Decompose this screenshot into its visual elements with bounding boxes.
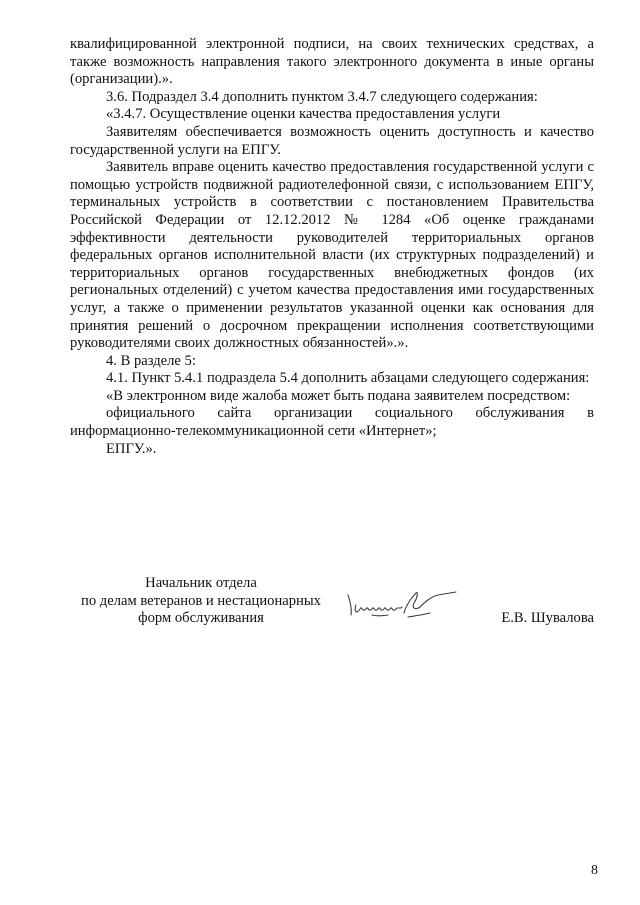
signatory-name: Е.В. Шувалова	[501, 610, 594, 626]
page-number: 8	[591, 863, 598, 878]
signatory-title-line-3: форм обслуживания	[138, 610, 264, 627]
paragraph-official-site: официального сайта организации социального обслуживания в информационно-телекоммуникационной сети «Интернет»;	[70, 405, 594, 440]
paragraph-section-5: 4. В разделе 5:	[106, 352, 196, 369]
paragraph-epgu: ЕПГУ.».	[106, 440, 157, 457]
paragraph-3-6: 3.6. Подраздел 3.4 дополнить пунктом 3.4.7 следующего содержания:	[106, 88, 538, 105]
signature-block	[70, 575, 594, 635]
signatory-title-line-2: по делам ветеранов и нестационарных	[81, 592, 321, 609]
paragraph-applicant-rights: Заявитель вправе оценить качество предоставления государственной услуги с помощью устройств подвижной радиотелефонной связи, с использованием ЕПГУ, терминальных устройств в соответствии с постановлением Правительства Российской Федерации от 12.12.2012 № 1284 «Об оценке гражданами эффективности деятельности руководителей территориальных органов федеральных органов исполнительной власти (их структурных подразделений) и территориальных органов государственных внебюджетных фондов (их региональных отделений) с учетом качества предоставления ими государственных услуг, а также о применении результатов указанной оценки как основания для принятия решений о досрочном прекращении исполнения соответствующими руководителями своих должностных обязанностей».».	[70, 159, 594, 352]
paragraph-applicants-quality: Заявителям обеспечивается возможность оценить доступность и качество государственной услуги на ЕПГУ.	[70, 123, 594, 158]
paragraph-3-4-7-heading: «3.4.7. Осуществление оценки качества предоставления услуги	[106, 106, 501, 123]
paragraph-continuation: квалифицированной электронной подписи, на своих технических средствах, а также возможность направления такого электронного документа в иные органы (организации).».	[70, 36, 594, 88]
signatory-title-line-1: Начальник отдела	[145, 575, 257, 591]
paragraph-4-1: 4.1. Пункт 5.4.1 подраздела 5.4 дополнить абзацами следующего содержания:	[106, 370, 590, 387]
signatory-title	[70, 575, 332, 628]
paragraph-complaint-electronic: «В электронном виде жалоба может быть подана заявителем посредством:	[106, 387, 571, 404]
handwritten-signature	[342, 583, 462, 627]
document-body	[70, 36, 594, 458]
